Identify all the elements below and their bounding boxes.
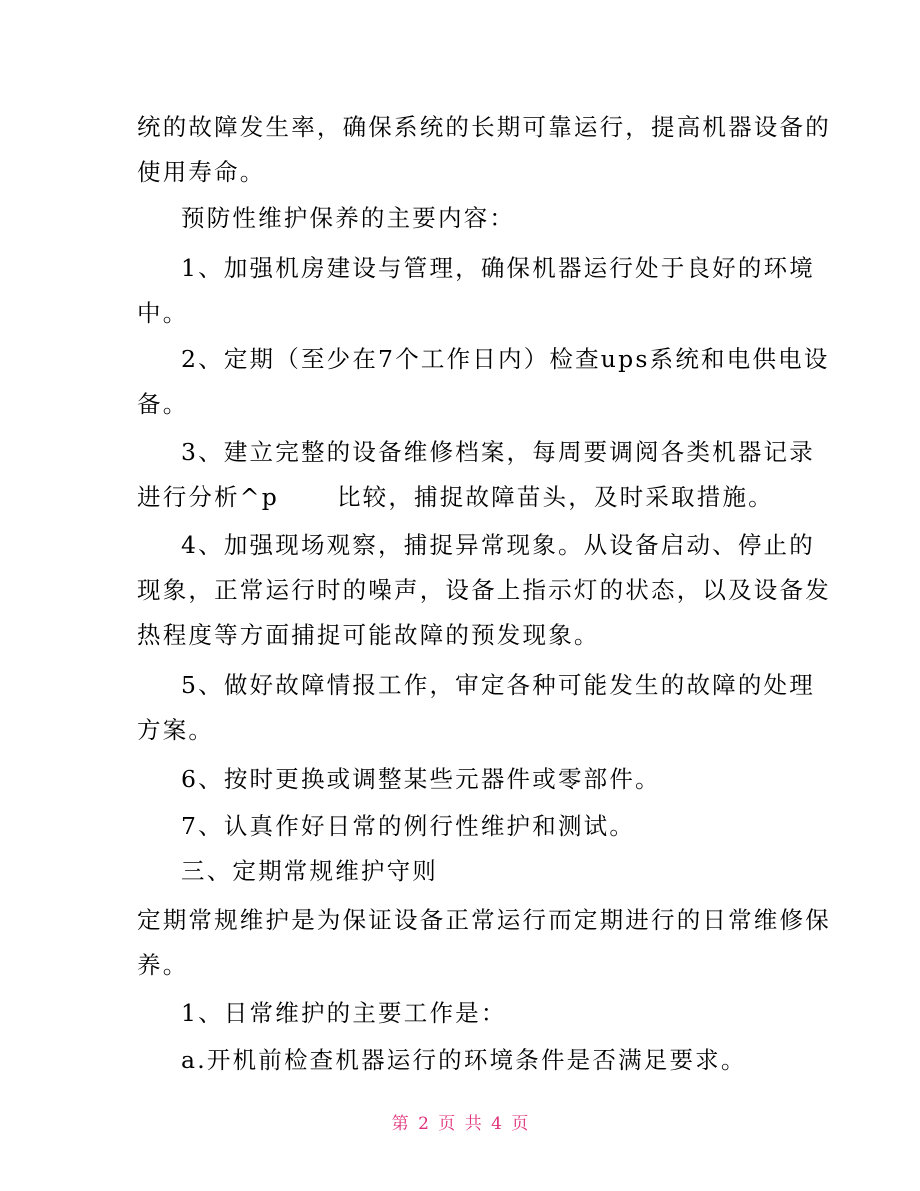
list-item: a.开机前检查机器运行的环境条件是否满足要求。 (181, 1046, 747, 1074)
list-item: 1、日常维护的主要工作是： (181, 999, 507, 1027)
body-line: 热程度等方面捕捉可能故障的预发现象。 (137, 621, 600, 649)
list-item: 2、定期（至少在7个工作日内）检查ups系统和电供电设 (181, 345, 830, 373)
body-line: 进行分析^p 比较，捕捉故障苗头，及时采取措施。 (137, 483, 774, 511)
body-line: 使用寿命。 (137, 158, 266, 186)
list-item: 6、按时更换或调整某些元器件或零部件。 (181, 765, 661, 793)
list-item: 3、建立完整的设备维修档案，每周要调阅各类机器记录 (181, 438, 815, 466)
body-line: 定期常规维护是为保证设备正常运行而定期进行的日常维修保 (137, 906, 831, 934)
body-line: 养。 (137, 951, 189, 979)
list-item: 1、加强机房建设与管理，确保机器运行处于良好的环境 (181, 254, 815, 282)
list-item: 7、认真作好日常的例行性维护和测试。 (181, 812, 636, 840)
list-item: 4、加强现场观察，捕捉异常现象。从设备启动、停止的 (181, 531, 815, 559)
section-heading: 预防性维护保养的主要内容： (181, 204, 516, 232)
list-item: 5、做好故障情报工作，审定各种可能发生的故障的处理 (181, 671, 815, 699)
body-line: 方案。 (137, 716, 215, 744)
page-footer: 第 2 页 共 4 页 (391, 1114, 529, 1134)
body-line: 现象，正常运行时的噪声，设备上指示灯的状态，以及设备发 (137, 576, 831, 604)
body-line: 中。 (137, 299, 189, 327)
body-line: 统的故障发生率，确保系统的长期可靠运行，提高机器设备的 (137, 113, 831, 141)
body-line: 备。 (137, 390, 189, 418)
section-heading: 三、定期常规维护守则 (181, 857, 438, 885)
